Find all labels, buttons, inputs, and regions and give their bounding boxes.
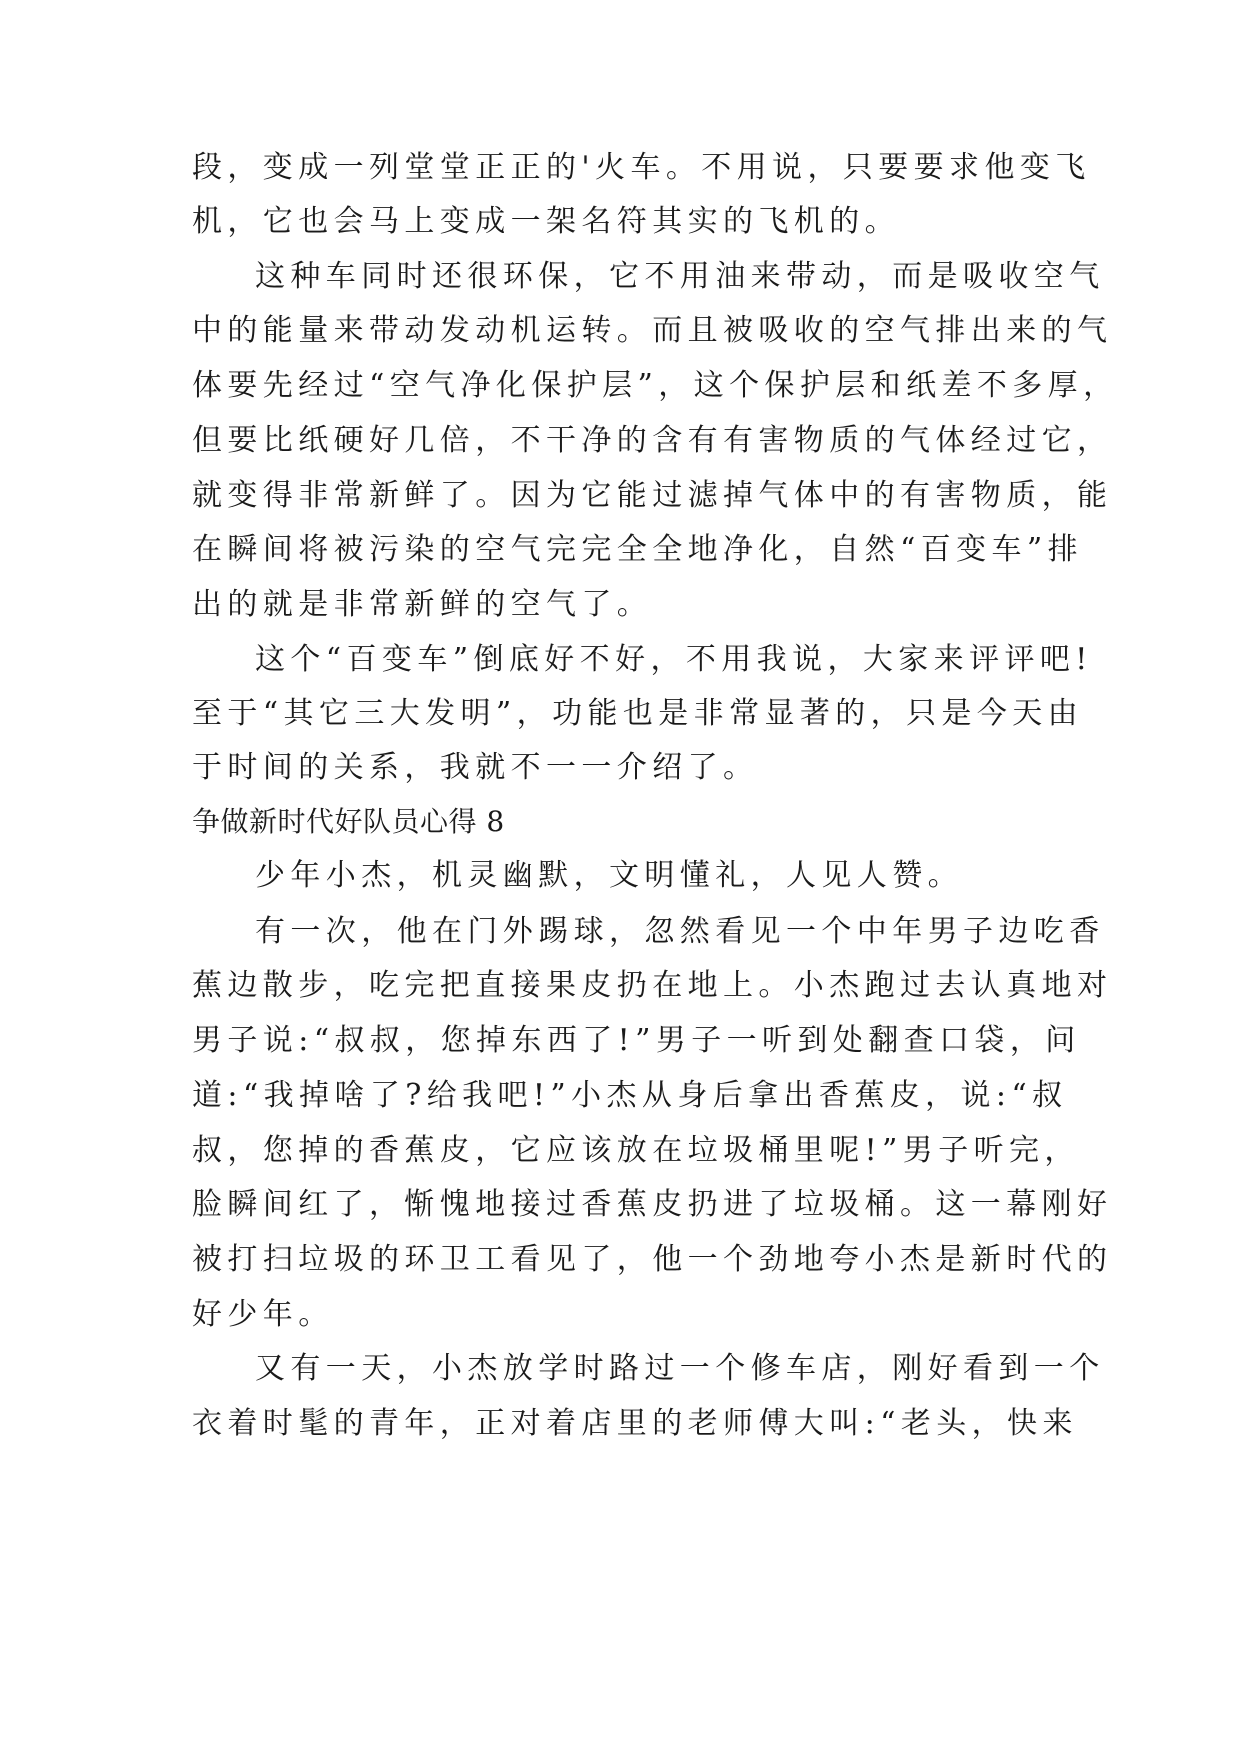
text-line: 于时间的关系，我就不一一介绍了。 — [192, 750, 759, 785]
text-line: 男子说:“叔叔，您掉东西了!”男子一听到处翻查口袋，问 — [192, 1023, 1081, 1058]
paragraph-first-line: 这种车同时还很环保，它不用油来带动，而是吸收空气 — [255, 259, 1105, 294]
text-line: 出的就是非常新鲜的空气了。 — [192, 587, 653, 622]
text-line: 衣着时髦的青年，正对着店里的老师傅大叫:“老头，快来 — [192, 1406, 1078, 1441]
text-line: 至于“其它三大发明”，功能也是非常显著的，只是今天由 — [192, 696, 1084, 731]
paragraph-first-line: 少年小杰，机灵幽默，文明懂礼，人见人赞。 — [255, 858, 963, 893]
text-line: 体要先经过“空气净化保护层”，这个保护层和纸差不多厚， — [192, 368, 1119, 403]
text-line: 就变得非常新鲜了。因为它能过滤掉气体中的有害物质，能 — [192, 478, 1113, 513]
paragraph-first-line: 这个“百变车”倒底好不好，不用我说，大家来评评吧! — [255, 642, 1093, 677]
text-line: 段，变成一列堂堂正正的'火车。不用说，只要要求他变飞 — [192, 150, 1091, 185]
paragraph-first-line: 有一次，他在门外踢球，忽然看见一个中年男子边吃香 — [255, 914, 1105, 949]
text-line: 中的能量来带动发动机运转。而且被吸收的空气排出来的气 — [192, 313, 1113, 348]
text-line: 脸瞬间红了，惭愧地接过香蕉皮扔进了垃圾桶。这一幕刚好 — [192, 1187, 1113, 1222]
paragraph-first-line: 又有一天，小杰放学时路过一个修车店，刚好看到一个 — [255, 1351, 1105, 1386]
text-line: 蕉边散步，吃完把直接果皮扔在地上。小杰跑过去认真地对 — [192, 968, 1113, 1003]
text-line: 被打扫垃圾的环卫工看见了，他一个劲地夸小杰是新时代的 — [192, 1242, 1113, 1277]
text-line: 但要比纸硬好几倍，不干净的含有有害物质的气体经过它， — [192, 423, 1113, 458]
text-line: 叔，您掉的香蕉皮，它应该放在垃圾桶里呢!”男子听完， — [192, 1133, 1080, 1168]
text-line: 机，它也会马上变成一架名符其实的飞机的。 — [192, 204, 900, 239]
text-line: 好少年。 — [192, 1297, 334, 1332]
text-line: 道:“我掉啥了?给我吧!”小杰从身后拿出香蕉皮，说:“叔 — [192, 1078, 1068, 1113]
text-line: 在瞬间将被污染的空气完完全全地净化，自然“百变车”排 — [192, 532, 1084, 567]
section-heading: 争做新时代好队员心得 8 — [192, 805, 505, 838]
